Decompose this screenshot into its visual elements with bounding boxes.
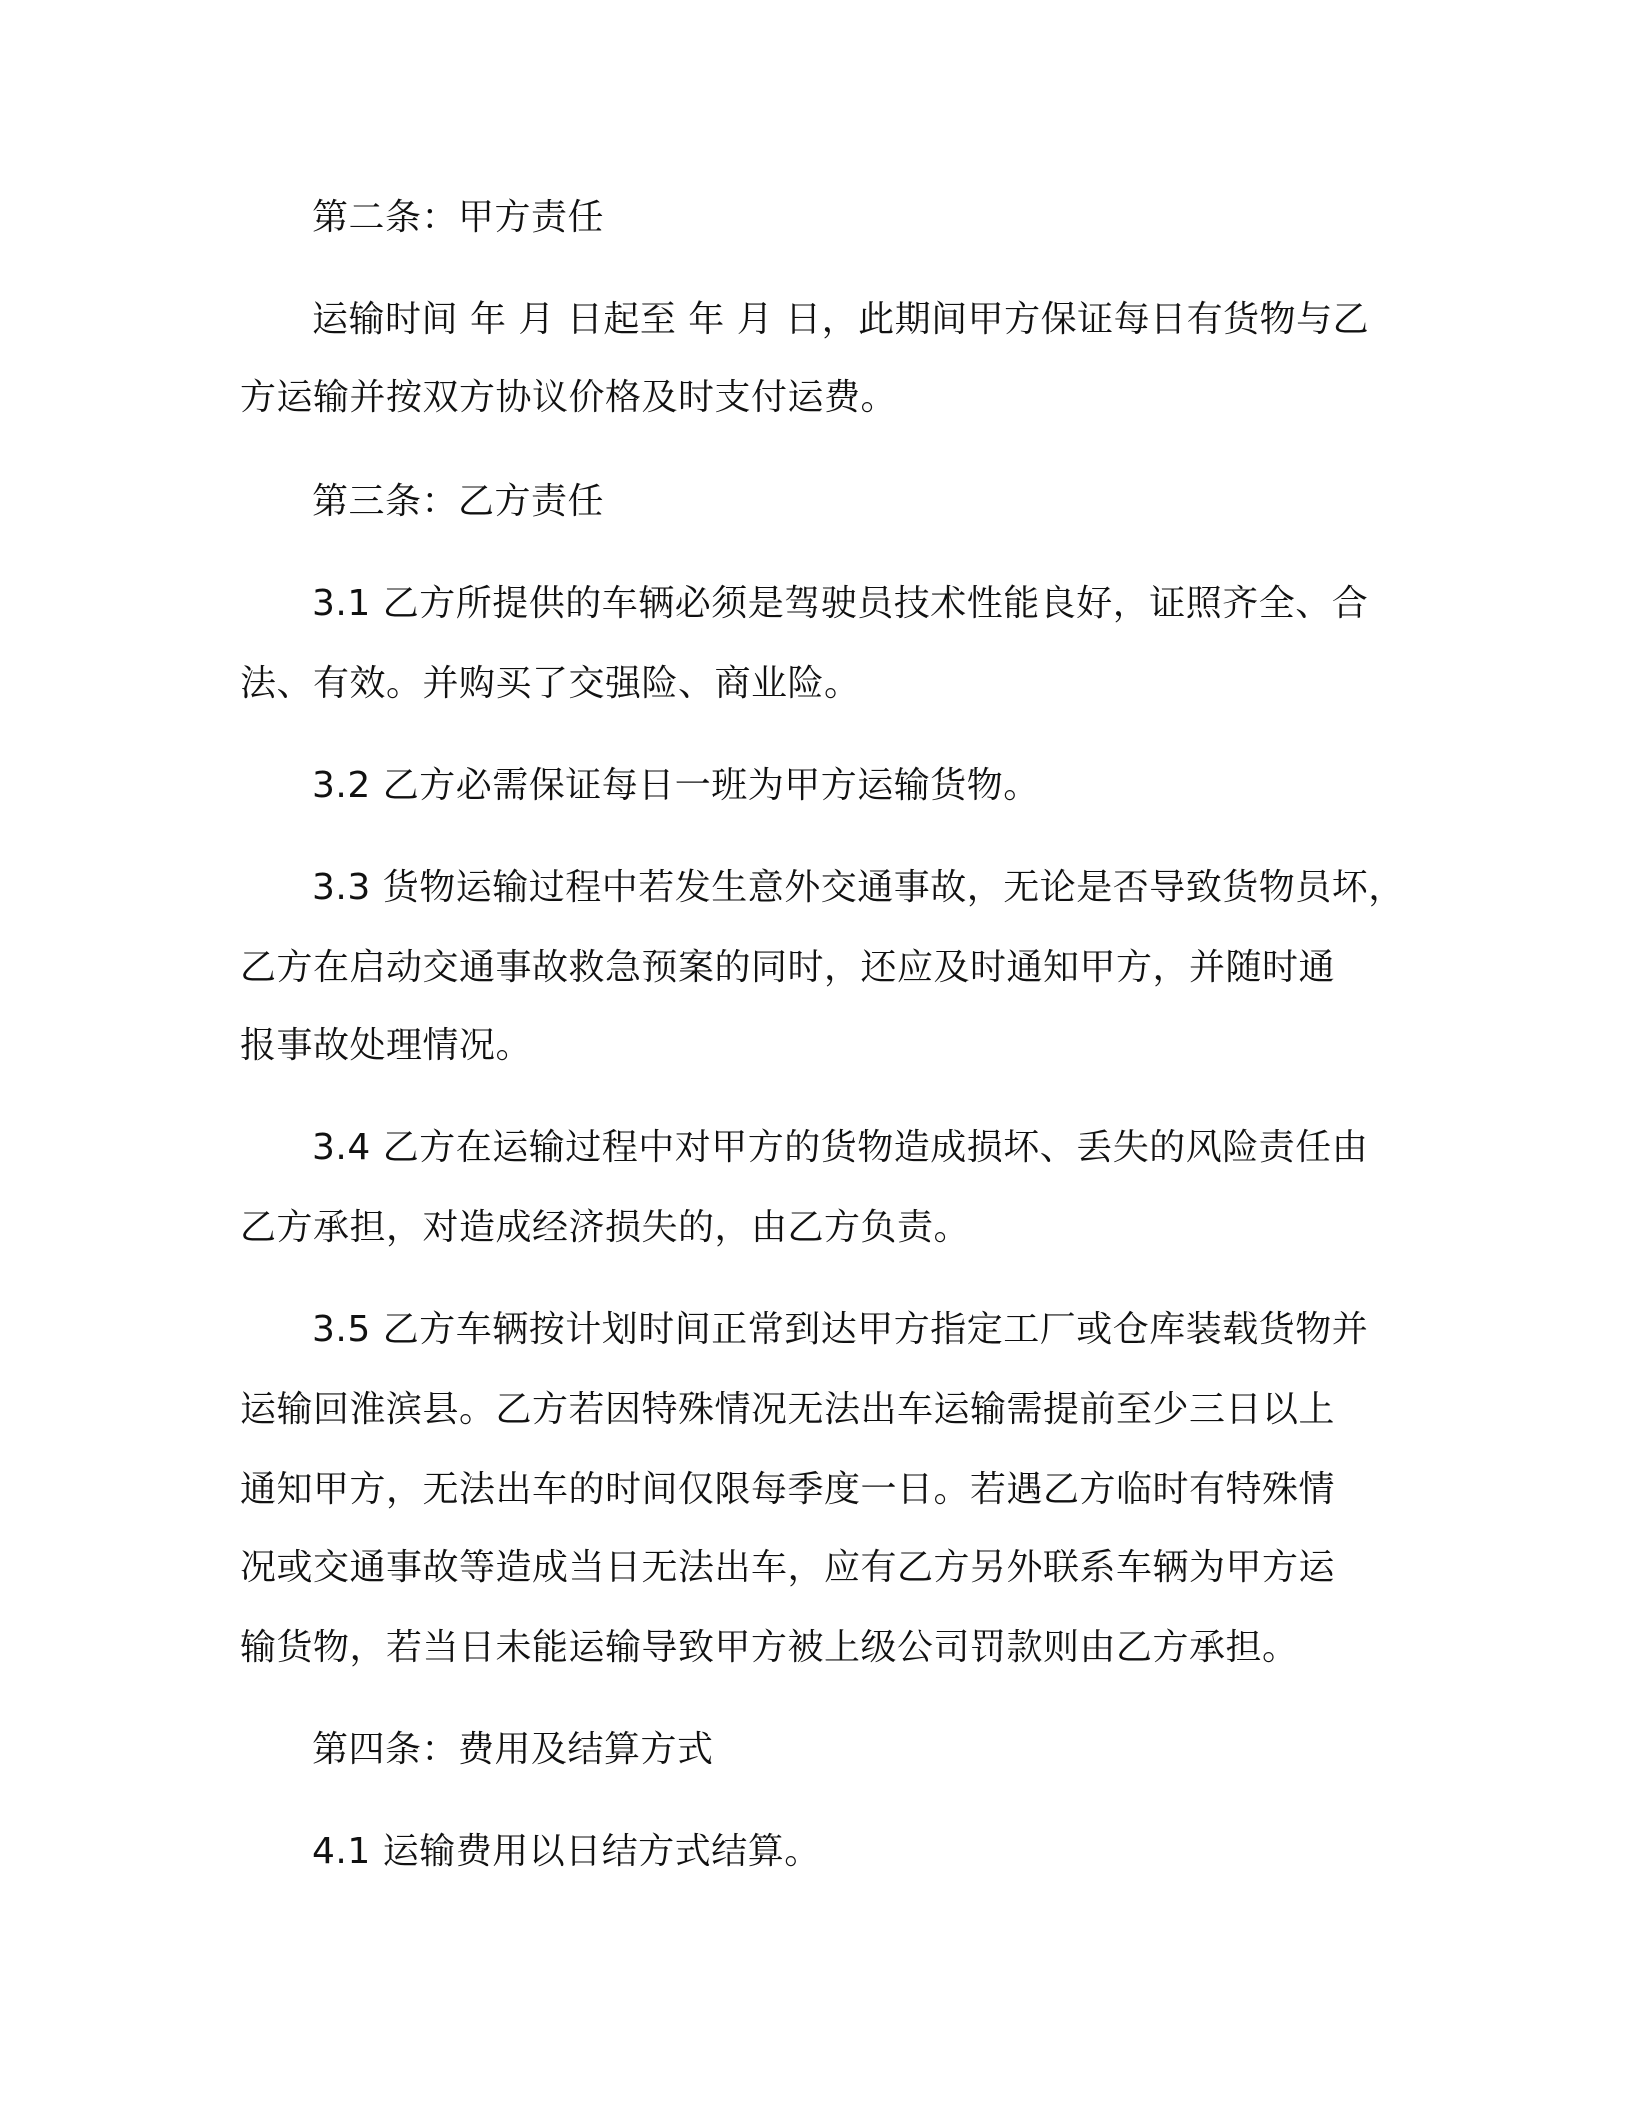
clause-3-5-line: 3.5 乙方车辆按计划时间正常到达甲方指定工厂或仓库装载货物并 (312, 1309, 1369, 1350)
clause-3-2-line: 3.2 乙方必需保证每日一班为甲方运输货物。 (312, 765, 1040, 806)
clause-3-5-line: 况或交通事故等造成当日无法出车，应有乙方另外联系车辆为甲方运 (240, 1547, 1336, 1588)
clause-3-1-line: 3.1 乙方所提供的车辆必须是驾驶员技术性能良好，证照齐全、合 (312, 583, 1369, 624)
paragraph-line: 方运输并按双方协议价格及时支付运费。 (240, 377, 898, 418)
clause-3-5-line: 运输回淮滨县。乙方若因特殊情况无法出车运输需提前至少三日以上 (240, 1389, 1336, 1430)
section-heading-4: 第四条：费用及结算方式 (312, 1729, 714, 1770)
section-heading-2: 第二条：甲方责任 (312, 197, 605, 238)
clause-3-3-line: 报事故处理情况。 (240, 1025, 533, 1066)
section-heading-3: 第三条：乙方责任 (312, 481, 605, 522)
clause-3-4-line: 乙方承担，对造成经济损失的，由乙方负责。 (240, 1207, 971, 1248)
clause-3-4-line: 3.4 乙方在运输过程中对甲方的货物造成损坏、丢失的风险责任由 (312, 1127, 1369, 1168)
clause-3-1-line: 法、有效。并购买了交强险、商业险。 (240, 663, 861, 704)
clause-3-3-line: 3.3 货物运输过程中若发生意外交通事故，无论是否导致货物员坏， (312, 867, 1405, 908)
clause-3-5-line: 通知甲方，无法出车的时间仅限每季度一日。若遇乙方临时有特殊情 (240, 1469, 1336, 1510)
paragraph-line: 运输时间 年 月 日起至 年 月 日，此期间甲方保证每日有货物与乙 (312, 299, 1370, 340)
clause-4-1-line: 4.1 运输费用以日结方式结算。 (312, 1831, 821, 1872)
clause-3-5-line: 输货物，若当日未能运输导致甲方被上级公司罚款则由乙方承担。 (240, 1627, 1299, 1668)
clause-3-3-line: 乙方在启动交通事故救急预案的同时，还应及时通知甲方，并随时通 (240, 947, 1336, 988)
